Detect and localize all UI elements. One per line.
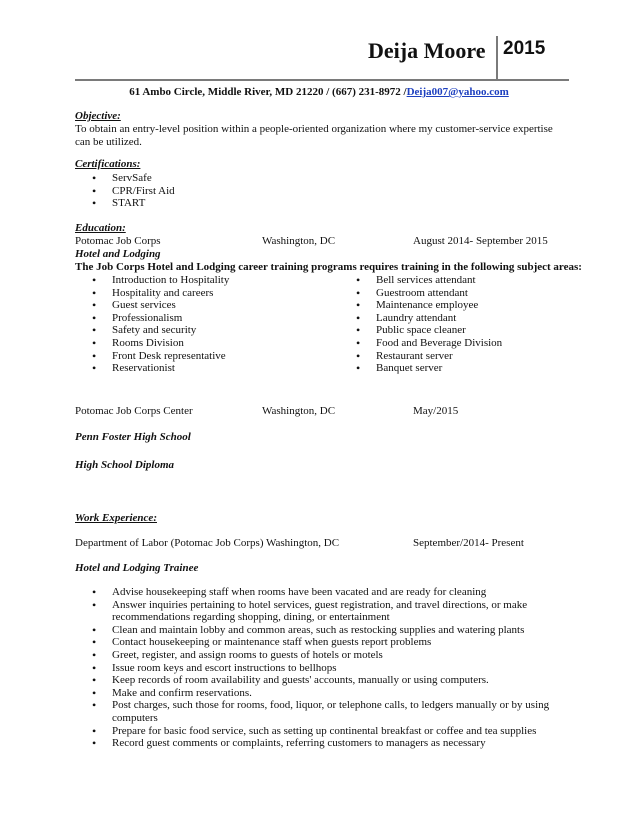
certification-item: • CPR/First Aid — [92, 185, 175, 198]
certification-item: • START — [92, 197, 175, 210]
subject-item: • Professionalism — [92, 312, 229, 325]
duties-list — [92, 586, 562, 750]
education-heading: Education: — [75, 222, 126, 234]
duty-item: • Contact housekeeping or maintenance staff when guests report problems — [92, 636, 562, 649]
duty-item: • Record guest comments or complaints, referring customers to managers as necessary — [92, 737, 562, 750]
duty-item: • Answer inquiries pertaining to hotel services, guest registration, and travel directions, or make recommendations regarding shopping, dining, or entertainment — [92, 599, 562, 624]
subject-item: • Guest services — [92, 299, 229, 312]
high-school: Penn Foster High School — [75, 431, 191, 443]
header-year: 2015 — [503, 38, 546, 59]
duty-item: • Advise housekeeping staff when rooms have been vacated and are ready for cleaning — [92, 586, 562, 599]
work-title: Hotel and Lodging Trainee — [75, 562, 199, 574]
objective-text: To obtain an entry-level position within a people-oriented organization where my customer-service expertise can be utilized. — [75, 123, 553, 148]
header-divider-horizontal — [75, 79, 569, 81]
edu1-school: Potomac Job Corps — [75, 235, 161, 247]
candidate-name: Deija Moore — [368, 38, 486, 63]
subject-item: • Banquet server — [356, 362, 502, 375]
certifications-heading: Certifications: — [75, 158, 141, 170]
subject-item: • Front Desk representative — [92, 350, 229, 363]
duty-item: • Greet, register, and assign rooms to guests of hotels or motels — [92, 649, 562, 662]
subjects-right-list — [356, 274, 502, 375]
duty-item: • Make and confirm reservations. — [92, 687, 562, 700]
subject-item: • Public space cleaner — [356, 324, 502, 337]
edu2-dates: May/2015 — [413, 405, 459, 417]
edu1-dates: August 2014- September 2015 — [413, 235, 548, 247]
diploma: High School Diploma — [75, 459, 175, 471]
subject-item: • Introduction to Hospitality — [92, 274, 229, 287]
subject-item: • Bell services attendant — [356, 274, 502, 287]
subjects-left-list — [92, 274, 229, 375]
work-heading: Work Experience: — [75, 512, 157, 524]
certifications-list — [92, 172, 175, 210]
subject-item: • Restaurant server — [356, 350, 502, 363]
duty-item: • Post charges, such those for rooms, food, liquor, or telephone calls, to ledgers manually or by using computers — [92, 699, 562, 724]
subject-item: • Laundry attendant — [356, 312, 502, 325]
edu2-location: Washington, DC — [262, 405, 336, 417]
subject-item: • Safety and security — [92, 324, 229, 337]
objective-heading: Objective: — [75, 110, 121, 122]
subject-item: • Hospitality and careers — [92, 287, 229, 300]
subject-item: • Food and Beverage Division — [356, 337, 502, 350]
duty-item: • Issue room keys and escort instructions to bellhops — [92, 662, 562, 675]
duty-item: • Clean and maintain lobby and common areas, such as restocking supplies and watering plants — [92, 624, 562, 637]
edu-program: Hotel and Lodging — [75, 248, 161, 260]
header-divider-vertical — [496, 36, 498, 80]
duty-item: • Prepare for basic food service, such as setting up continental breakfast or coffee and tea supplies — [92, 725, 562, 738]
work-location: Washington, DC — [266, 537, 340, 549]
work-employer: Department of Labor (Potomac Job Corps) — [75, 537, 264, 549]
email-link[interactable]: Deija007@yahoo.com — [406, 86, 509, 98]
edu1-location: Washington, DC — [262, 235, 336, 247]
edu-program-desc: The Job Corps Hotel and Lodging career training programs requires training in the following subject areas: — [75, 261, 582, 273]
subject-item: • Rooms Division — [92, 337, 229, 350]
work-dates: September/2014- Present — [413, 537, 524, 549]
edu2-school: Potomac Job Corps Center — [75, 405, 193, 417]
contact-line — [0, 86, 638, 98]
duty-item: • Keep records of room availability and guests' accounts, manually or using computers. — [92, 674, 562, 687]
subject-item: • Maintenance employee — [356, 299, 502, 312]
subject-item: • Guestroom attendant — [356, 287, 502, 300]
contact-address-phone: 61 Ambo Circle, Middle River, MD 21220 / (667) 231-8972 / — [129, 86, 407, 98]
certification-item: • ServSafe — [92, 172, 175, 185]
subject-item: • Reservationist — [92, 362, 229, 375]
